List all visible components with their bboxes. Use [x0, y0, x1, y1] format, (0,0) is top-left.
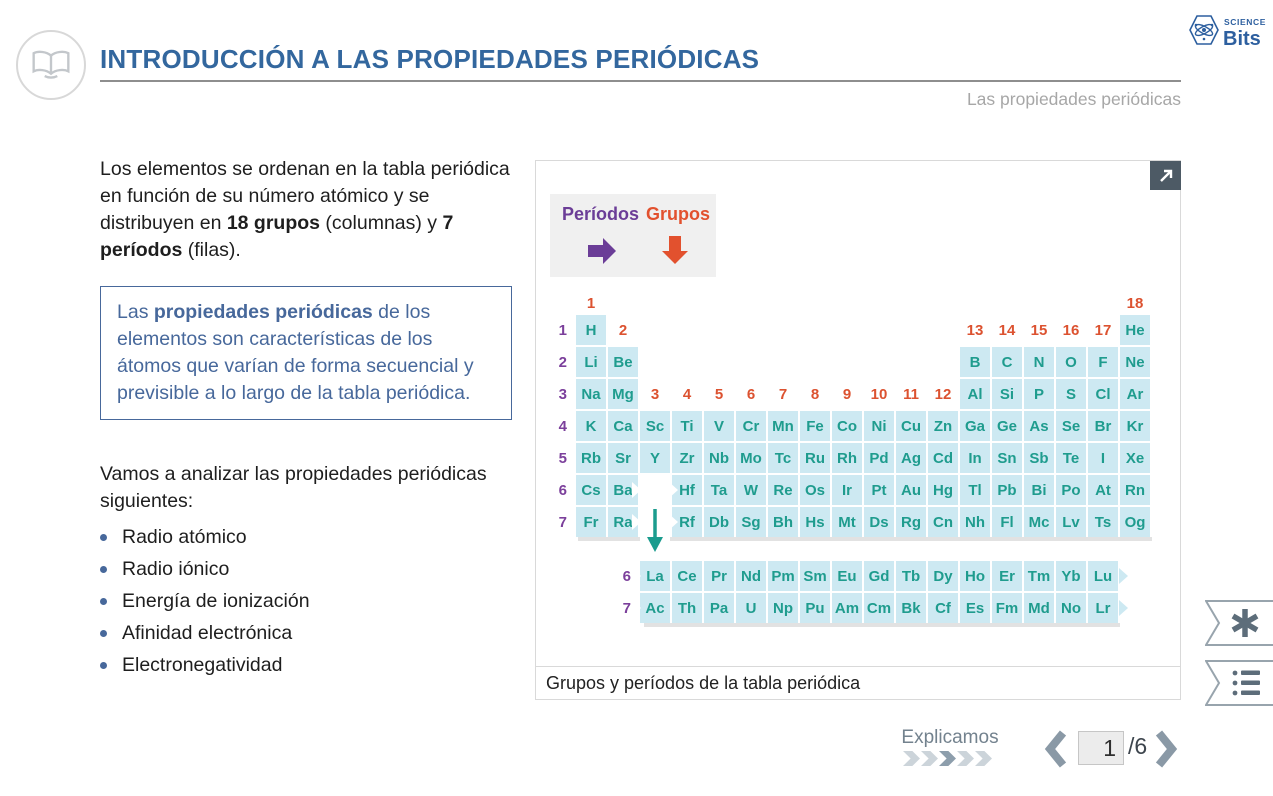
empty-cell	[832, 293, 862, 313]
prev-page-button[interactable]	[1044, 729, 1068, 774]
element-cell: H	[576, 315, 606, 345]
group-label: 18	[1126, 294, 1144, 312]
empty-cell	[896, 293, 926, 313]
empty-cell	[768, 315, 798, 345]
empty-cell	[928, 315, 958, 345]
group-label: 13	[966, 321, 984, 339]
element-cell: Ne	[1120, 347, 1150, 377]
element-cell: Ca	[608, 411, 638, 441]
gap-notch	[669, 482, 678, 498]
empty-cell	[672, 347, 702, 377]
empty-cell	[608, 293, 638, 313]
element-cell: Dy	[928, 561, 958, 591]
down-arrow-icon	[640, 473, 670, 559]
progress-chevrons	[903, 751, 993, 766]
bullet-icon	[100, 630, 107, 637]
element-cell: Ge	[992, 411, 1022, 441]
element-cell: Ho	[960, 561, 990, 591]
element-cell: Mo	[736, 443, 766, 473]
group-label: 6	[746, 385, 756, 403]
group-label: 16	[1062, 321, 1080, 339]
note-box-text	[117, 301, 474, 404]
element-cell: Rg	[896, 507, 926, 537]
group-label: 14	[998, 321, 1016, 339]
group-label: 8	[810, 385, 820, 403]
empty-cell	[896, 315, 926, 345]
element-cell: Na	[576, 379, 606, 409]
element-cell: No	[1056, 593, 1086, 623]
emphasis-text: 7 períodos	[100, 212, 454, 261]
empty-cell	[928, 293, 958, 313]
element-cell: Lu	[1088, 561, 1118, 591]
body-text: (columnas) y	[320, 212, 443, 234]
element-cell: Si	[992, 379, 1022, 409]
element-cell: Os	[800, 475, 830, 505]
element-cell: Tl	[960, 475, 990, 505]
element-cell: Li	[576, 347, 606, 377]
figure-caption: Grupos y períodos de la tabla periódica	[546, 672, 861, 693]
open-book-icon	[25, 39, 77, 91]
empty-cell	[736, 293, 766, 313]
element-cell: Sg	[736, 507, 766, 537]
element-cell: At	[1088, 475, 1118, 505]
element-cell: Be	[608, 347, 638, 377]
empty-cell	[768, 347, 798, 377]
element-cell: Nh	[960, 507, 990, 537]
empty-cell	[864, 293, 894, 313]
element-cell: Nd	[736, 561, 766, 591]
element-cell: Md	[1024, 593, 1054, 623]
body-text: de los elementos son características de los átomos que varían de forma secuencial y previsible a lo largo de la tabla periódica.	[117, 301, 474, 404]
list-intro: Vamos a analizar las propiedades periódicas siguientes:	[100, 463, 487, 512]
list-item-label: Afinidad electrónica	[122, 621, 293, 644]
page-separator: /	[1128, 733, 1135, 759]
empty-cell	[704, 347, 734, 377]
period-label: 7	[622, 599, 631, 617]
element-cell: Po	[1056, 475, 1086, 505]
element-cell: C	[992, 347, 1022, 377]
empty-cell	[800, 315, 830, 345]
element-cell: Lr	[1088, 593, 1118, 623]
sciencebits-logo	[1186, 12, 1270, 61]
properties-list	[100, 526, 310, 686]
element-cell: Pb	[992, 475, 1022, 505]
fblock-shadow	[644, 623, 1120, 627]
element-cell: Kr	[1120, 411, 1150, 441]
element-cell: F	[1088, 347, 1118, 377]
element-cell: Ts	[1088, 507, 1118, 537]
empty-cell	[832, 315, 862, 345]
element-cell: Cm	[864, 593, 894, 623]
periods-label: Períodos	[562, 204, 640, 224]
body-text: Los elementos se ordenan en la tabla periódica en función de su número atómico y se distribuyen en	[100, 158, 510, 234]
element-cell: Pd	[864, 443, 894, 473]
element-cell: Rb	[576, 443, 606, 473]
empty-cell	[1056, 293, 1086, 313]
group-label: 1	[586, 294, 596, 312]
progress-chevron	[975, 751, 992, 766]
table-legend	[550, 194, 716, 277]
element-cell: Yb	[1056, 561, 1086, 591]
element-cell: Pm	[768, 561, 798, 591]
bullet-icon	[100, 566, 107, 573]
element-cell: Ba	[608, 475, 638, 505]
page-total	[1128, 733, 1147, 760]
element-cell: Mg	[608, 379, 638, 409]
element-cell: Pu	[800, 593, 830, 623]
chevron-left-icon	[1044, 729, 1068, 769]
element-cell: Bi	[1024, 475, 1054, 505]
page-count: 6	[1134, 733, 1148, 759]
element-cell: Cd	[928, 443, 958, 473]
empty-cell	[640, 347, 670, 377]
empty-cell	[704, 315, 734, 345]
group-label: 9	[842, 385, 852, 403]
expand-button[interactable]	[1150, 161, 1181, 190]
element-cell: Cs	[576, 475, 606, 505]
group-label: 4	[682, 385, 692, 403]
empty-cell	[832, 347, 862, 377]
element-cell: La	[640, 561, 670, 591]
element-cell: Nb	[704, 443, 734, 473]
element-cell: Er	[992, 561, 1022, 591]
element-cell: Br	[1088, 411, 1118, 441]
empty-cell	[864, 347, 894, 377]
element-cell: Rf	[672, 507, 702, 537]
bullet-icon	[100, 534, 107, 541]
element-cell: O	[1056, 347, 1086, 377]
element-cell: Ds	[864, 507, 894, 537]
page-number-input[interactable]: 1	[1078, 731, 1124, 765]
note-box	[100, 286, 512, 420]
figure-caption-bar	[536, 666, 1180, 699]
row-end-notch	[1119, 600, 1128, 616]
element-cell: Ni	[864, 411, 894, 441]
expand-icon	[1158, 168, 1174, 184]
groups-label: Grupos	[646, 204, 711, 224]
element-cell: In	[960, 443, 990, 473]
empty-cell	[672, 293, 702, 313]
period-label: 4	[558, 417, 567, 435]
figure-panel	[535, 160, 1181, 700]
element-cell: Au	[896, 475, 926, 505]
element-cell: Es	[960, 593, 990, 623]
gap-notch	[632, 568, 641, 584]
element-cell: Tc	[768, 443, 798, 473]
element-cell: Zn	[928, 411, 958, 441]
element-cell: Pr	[704, 561, 734, 591]
element-cell: Hf	[672, 475, 702, 505]
element-cell: Sn	[992, 443, 1022, 473]
empty-cell	[864, 315, 894, 345]
list-item	[100, 654, 310, 676]
element-cell: Bk	[896, 593, 926, 623]
gap-notch	[632, 600, 641, 616]
element-cell: Ce	[672, 561, 702, 591]
index-tab-button[interactable]	[1205, 660, 1273, 706]
group-label: 3	[650, 385, 660, 403]
progress-chevron	[921, 751, 938, 766]
element-cell: Co	[832, 411, 862, 441]
element-cell: Sm	[800, 561, 830, 591]
element-cell: Rn	[1120, 475, 1150, 505]
element-cell: Al	[960, 379, 990, 409]
element-cell: Ar	[1120, 379, 1150, 409]
empty-cell	[896, 347, 926, 377]
element-cell: Ru	[800, 443, 830, 473]
progress-chevron	[903, 751, 920, 766]
empty-cell	[736, 347, 766, 377]
period-label: 6	[622, 567, 631, 585]
empty-cell	[928, 347, 958, 377]
group-label: 12	[934, 385, 952, 403]
period-label: 6	[558, 481, 567, 499]
empty-cell	[640, 293, 670, 313]
element-cell: Am	[832, 593, 862, 623]
list-item-label: Radio iónico	[122, 557, 230, 580]
element-cell: Rh	[832, 443, 862, 473]
logo-science-text: SCIENCE	[1224, 17, 1266, 27]
element-cell: N	[1024, 347, 1054, 377]
element-cell: Hg	[928, 475, 958, 505]
element-cell: W	[736, 475, 766, 505]
element-cell: Pa	[704, 593, 734, 623]
element-cell: Fl	[992, 507, 1022, 537]
gap-notch	[632, 482, 641, 498]
element-cell: Hs	[800, 507, 830, 537]
logo-bits-text: Bits	[1223, 28, 1261, 50]
empty-cell	[1088, 293, 1118, 313]
list-icon	[1233, 671, 1260, 696]
group-label: 10	[870, 385, 888, 403]
element-cell: Eu	[832, 561, 862, 591]
element-cell: Cf	[928, 593, 958, 623]
progress-chevron	[957, 751, 974, 766]
period-label: 3	[558, 385, 567, 403]
element-cell: Ac	[640, 593, 670, 623]
dblock-gap	[640, 473, 670, 559]
period-label: 1	[558, 321, 567, 339]
next-page-button[interactable]	[1154, 729, 1178, 774]
element-cell: Te	[1056, 443, 1086, 473]
element-cell: U	[736, 593, 766, 623]
glossary-tab-button[interactable]	[1205, 600, 1273, 646]
element-cell: Ra	[608, 507, 638, 537]
page-title: INTRODUCCIÓN A LAS PROPIEDADES PERIÓDICAS	[100, 44, 760, 74]
empty-cell	[672, 315, 702, 345]
emphasis-text: 18 grupos	[226, 212, 321, 234]
element-cell: Cn	[928, 507, 958, 537]
element-cell: Lv	[1056, 507, 1086, 537]
element-cell: S	[1056, 379, 1086, 409]
title-divider	[100, 80, 1181, 82]
element-cell: Se	[1056, 411, 1086, 441]
list-item-label: Radio atómico	[122, 525, 247, 548]
element-cell: Ir	[832, 475, 862, 505]
body-text: (filas).	[182, 239, 241, 261]
element-cell: Db	[704, 507, 734, 537]
element-cell: K	[576, 411, 606, 441]
intro-paragraph	[100, 156, 528, 264]
empty-cell	[704, 293, 734, 313]
element-cell: Bh	[768, 507, 798, 537]
element-cell: Mt	[832, 507, 862, 537]
emphasis-text: propiedades periódicas	[153, 301, 373, 323]
body-text: Las	[117, 301, 154, 323]
element-cell: Tb	[896, 561, 926, 591]
element-cell: Og	[1120, 507, 1150, 537]
element-cell: Re	[768, 475, 798, 505]
element-cell: Xe	[1120, 443, 1150, 473]
element-cell: Ti	[672, 411, 702, 441]
element-cell: Zr	[672, 443, 702, 473]
gap-notch	[669, 514, 678, 530]
list-item	[100, 558, 310, 580]
chevron-right-icon	[1154, 729, 1178, 769]
element-cell: Ta	[704, 475, 734, 505]
book-icon	[16, 30, 86, 100]
list-item-label: Electronegatividad	[122, 653, 283, 676]
empty-cell	[768, 293, 798, 313]
empty-cell	[800, 293, 830, 313]
period-label	[552, 293, 574, 313]
element-cell: Th	[672, 593, 702, 623]
arrow-down-icon	[660, 234, 690, 266]
bullet-icon	[100, 662, 107, 669]
element-cell: Mc	[1024, 507, 1054, 537]
element-cell: Sb	[1024, 443, 1054, 473]
empty-cell	[800, 347, 830, 377]
element-cell: Np	[768, 593, 798, 623]
element-cell: He	[1120, 315, 1150, 345]
element-cell: Y	[640, 443, 670, 473]
empty-cell	[1024, 293, 1054, 313]
list-item-label: Energía de ionización	[122, 589, 310, 612]
group-label: 15	[1030, 321, 1048, 339]
element-cell: Cr	[736, 411, 766, 441]
element-cell: P	[1024, 379, 1054, 409]
list-item	[100, 526, 310, 548]
period-label: 7	[558, 513, 567, 531]
element-cell: Mn	[768, 411, 798, 441]
element-cell: Cu	[896, 411, 926, 441]
gap-notch	[632, 514, 641, 530]
empty-cell	[640, 315, 670, 345]
element-cell: Fe	[800, 411, 830, 441]
group-label: 17	[1094, 321, 1112, 339]
row-end-notch	[1119, 568, 1128, 584]
period-label: 5	[558, 449, 567, 467]
element-cell: B	[960, 347, 990, 377]
unit-subtitle: Las propiedades periódicas	[966, 89, 1181, 109]
empty-cell	[736, 315, 766, 345]
progress-chevron	[939, 751, 956, 766]
element-cell: Tm	[1024, 561, 1054, 591]
element-cell: I	[1088, 443, 1118, 473]
element-cell: Fm	[992, 593, 1022, 623]
group-label: 7	[778, 385, 788, 403]
empty-cell	[960, 293, 990, 313]
list-item	[100, 590, 310, 612]
element-cell: Gd	[864, 561, 894, 591]
period-label: 2	[558, 353, 567, 371]
group-label: 5	[714, 385, 724, 403]
element-cell: Fr	[576, 507, 606, 537]
section-label: Explicamos	[901, 727, 999, 748]
element-cell: As	[1024, 411, 1054, 441]
bullet-icon	[100, 598, 107, 605]
element-cell: Ag	[896, 443, 926, 473]
list-item	[100, 622, 310, 644]
arrow-right-icon	[586, 236, 618, 266]
empty-cell	[992, 293, 1022, 313]
element-cell: Sr	[608, 443, 638, 473]
element-cell: Cl	[1088, 379, 1118, 409]
element-cell: Pt	[864, 475, 894, 505]
element-cell: Ga	[960, 411, 990, 441]
group-label: 11	[903, 385, 919, 403]
group-label: 2	[618, 321, 628, 339]
element-cell: V	[704, 411, 734, 441]
element-cell: Sc	[640, 411, 670, 441]
